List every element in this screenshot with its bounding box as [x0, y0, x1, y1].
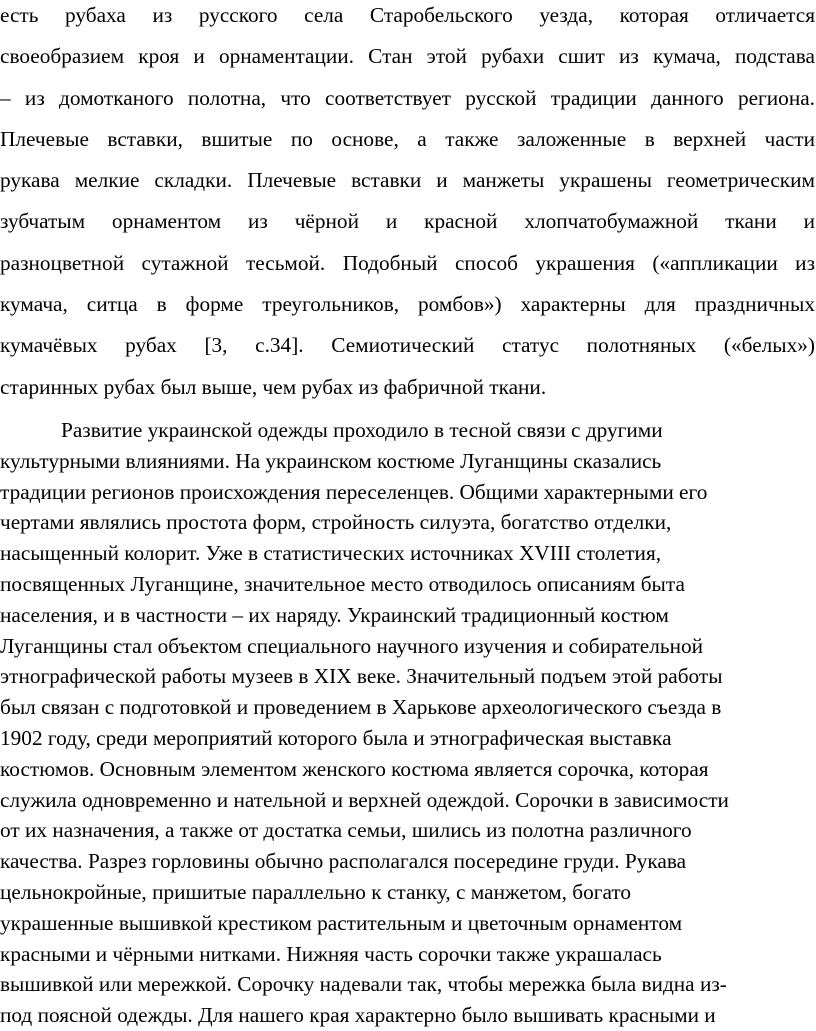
text-line: вышивкой или мережкой. Сорочку надевали так, чтобы мережка была видна из- [0, 972, 727, 997]
text-line: чертами являлись простота форм, стройность силуэта, богатство отделки, [0, 510, 672, 535]
text-line: костюмов. Основным элементом женского костюма является сорочка, которая [0, 756, 709, 781]
text-line: 1902 году, среди мероприятий которого была и этнографическая выставка [0, 725, 672, 750]
text-line: Развитие украинской одежды проходило в тесной связи с другими [61, 417, 663, 442]
text-line: рукава мелкие складки. Плечевые вставки и манжеты украшены геометрическим [0, 168, 815, 193]
text-line: населения, и в частности – их наряду. Украинский традиционный костюм [0, 602, 669, 627]
text-line: своеобразием кроя и орнаментации. Стан этой рубахи сшит из кумача, подстава [0, 44, 815, 69]
text-line: под поясной одежды. Для нашего края характерно было вышивать красными и [0, 1003, 716, 1028]
text-line: был связан с подготовкой и проведением в Харькове археологического съезда в [0, 695, 722, 720]
text-line: от их назначения, а также от достатка семьи, шились из полотна различного [0, 818, 692, 843]
text-line: служила одновременно и нательной и верхней одеждой. Сорочки в зависимости [0, 787, 729, 812]
text-line: старинных рубах был выше, чем рубах из фабричной ткани. [0, 374, 547, 399]
text-line: кумача, ситца в форме треугольников, ромбов») характерны для праздничных [0, 292, 815, 317]
text-line: кумачёвых рубах [3, с.34]. Семиотический статус полотняных («белых») [0, 333, 815, 358]
text-line: – из домотканого полотна, что соответствует русской традиции данного региона. [0, 85, 815, 110]
text-line: этнографической работы музеев в XIX веке. Значительный подъем этой работы [0, 664, 723, 689]
text-line: красными и чёрными нитками. Нижняя часть сорочки также украшалась [0, 941, 662, 966]
text-line: Луганщины стал объектом специального научного изучения и собирательной [0, 633, 704, 658]
text-line: качества. Разрез горловины обычно располагался посередине груди. Рукава [0, 849, 687, 874]
text-line: культурными влияниями. На украинском костюме Луганщины сказались [0, 448, 662, 473]
text-line: есть рубаха из русского села Старобельского уезда, которая отличается [0, 3, 815, 27]
paragraph-2 [0, 415, 815, 1031]
text-line: зубчатым орнаментом из чёрной и красной хлопчатобумажной ткани и [0, 209, 815, 234]
text-line: разноцветной сутажной тесьмой. Подобный способ украшения («аппликации из [0, 250, 815, 275]
paragraph-1 [0, 0, 815, 408]
text-line: Плечевые вставки, вшитые по основе, а также заложенные в верхней части [0, 126, 815, 151]
text-line: насыщенный колорит. Уже в статистических источниках XVIII столетия, [0, 541, 662, 566]
text-line: традиции регионов происхождения переселенцев. Общими характерными его [0, 479, 708, 504]
text-line: украшенные вышивкой крестиком растительным и цветочным орнаментом [0, 910, 683, 935]
text-line: посвященных Луганщине, значительное место отводилось описаниям быта [0, 571, 685, 596]
text-line: цельнокройные, пришитые параллельно к станку, с манжетом, богато [0, 879, 632, 904]
